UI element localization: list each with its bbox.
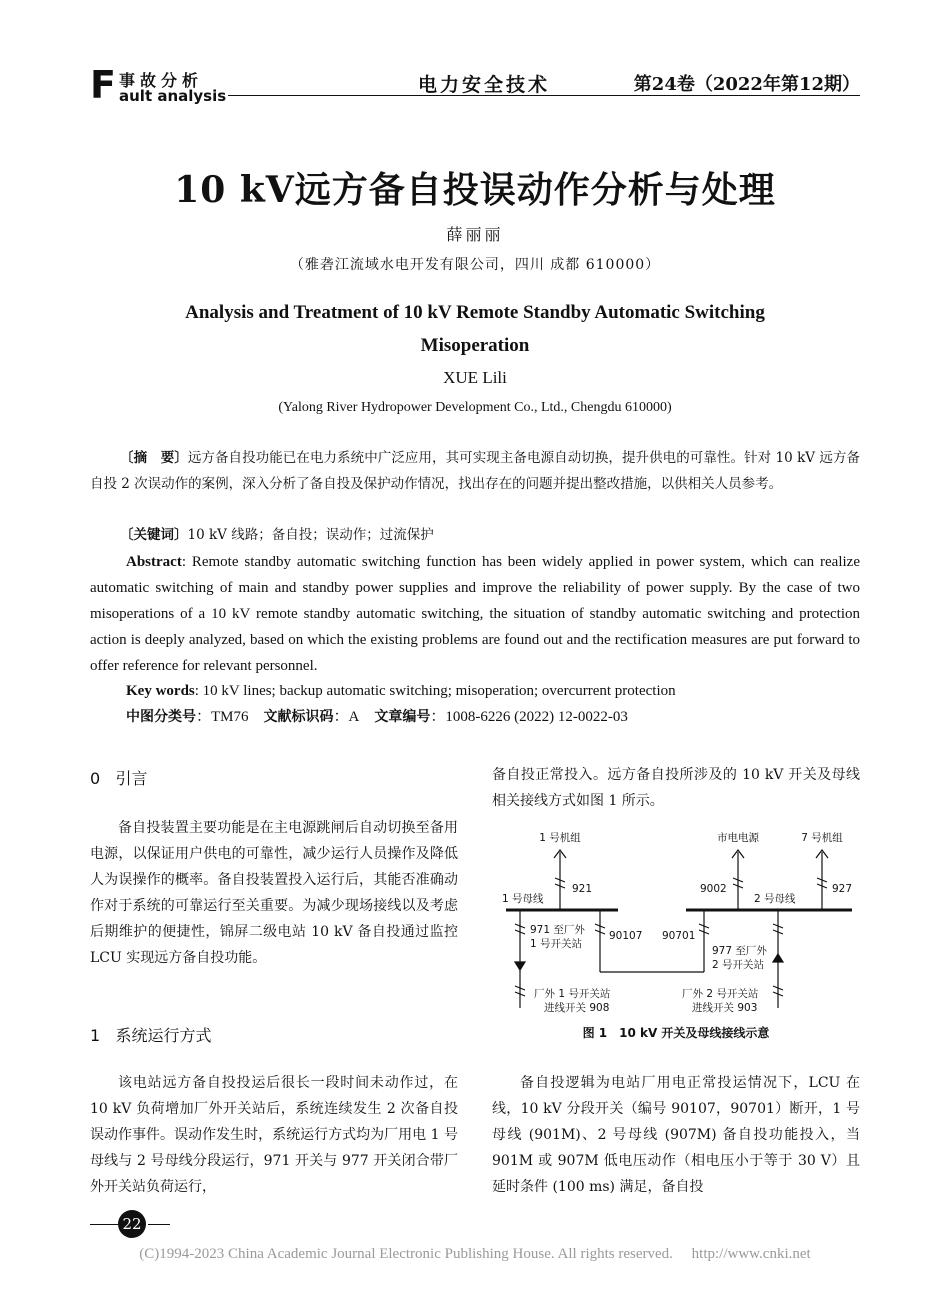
clc-value: ：TM76	[196, 709, 249, 725]
label-city: 市电电源	[717, 832, 759, 844]
abstract-en	[90, 549, 860, 679]
abstract-cn-label: 〔摘 要〕	[120, 450, 188, 466]
label-90701: 90701	[662, 930, 696, 942]
label-bus1: 1 号母线	[502, 893, 544, 905]
label-90107: 90107	[609, 930, 643, 942]
right-column-bottom-paragraph: 备自投逻辑为电站厂用电正常投运情况下，LCU 在线，10 kV 分段开关（编号 90107，90701）断开，1 号母线 (901M)、2 号母线 (907M) 备自投功能投入，当 901M 或 907M 低电压动作（相电压小于等于 30 V）且延时条件 (100 ms) 满足，备自投	[492, 1075, 860, 1195]
label-unit1: 1 号机组	[539, 832, 581, 844]
section-0-title: 引言	[115, 769, 148, 788]
label-921: 921	[572, 883, 593, 895]
article-no-label: 文章编号	[374, 709, 431, 725]
label-station2-a: 厂外 2 号开关站	[682, 988, 759, 1000]
label-971-b: 1 号开关站	[530, 938, 583, 950]
copyright-line: (C)1994-2023 China Academic Journal Electronic Publishing House. All rights reserved. http://www.cnki.net	[139, 1246, 811, 1262]
label-927: 927	[832, 883, 853, 895]
affiliation: （雅砻江流域水电开发有限公司，四川 成都 610000）	[289, 257, 661, 273]
journal-name: 电力安全技术	[418, 74, 551, 96]
keywords-en-text: : 10 kV lines; backup automatic switching; misoperation; overcurrent protection	[194, 683, 676, 699]
label-971-a: 971 至厂外	[530, 924, 585, 936]
label-9002: 9002	[700, 883, 727, 895]
author: 薛丽丽	[446, 225, 504, 244]
figure-caption: 图 1 10 kV 开关及母线接线示意	[582, 1026, 770, 1040]
label-unit7: 7 号机组	[801, 832, 843, 844]
section-label-en: ault analysis	[119, 87, 227, 105]
label-977-b: 2 号开关站	[712, 959, 765, 971]
paper-title-en-line2: Misoperation	[420, 335, 530, 356]
classification-line	[90, 704, 860, 730]
paper-title-en-line1: Analysis and Treatment of 10 kV Remote Standby Automatic Switching	[185, 302, 765, 323]
abstract-cn-text: 远方备自投功能已在电力系统中广泛应用，其可实现主备电源自动切换，提升供电的可靠性。针对 10 kV 远方备自投 2 次误动作的案例，深入分析了备自投及保护动作情况，找出存在的问题并提出整改措施，以供相关人员参考。	[90, 450, 861, 492]
affiliation-en: (Yalong River Hydropower Development Co., Ltd., Chengdu 610000)	[278, 400, 672, 415]
label-bus2: 2 号母线	[754, 893, 796, 905]
issue-info: 第24卷（2022年第12期）	[633, 74, 860, 95]
header-rule	[228, 95, 860, 96]
section-0-paragraph: 备自投装置主要功能是在主电源跳闸后自动切换至备用电源，以保证用户供电的可靠性，减少运行人员操作及降低人为误操作的概率。备自投装置投入运行后，其能否准确动作对于系统的可靠运行至关重要。为减少现场接线以及考虑后期维护的便捷性，锦屏二级电站 10 kV 备自投通过监控 LCU 实现远方备自投功能。	[90, 820, 458, 966]
feeder-977-arrow	[773, 954, 783, 962]
section-1-title: 系统运行方式	[115, 1026, 212, 1045]
feeder-971-arrow	[515, 962, 525, 970]
section-1-paragraph: 该电站远方备自投投运后很长一段时间未动作过，在 10 kV 负荷增加厂外开关站后，系统连续发生 2 次备自投误动作事件。误动作发生时，系统运行方式均为厂用电 1 号母线与 2 号母线分段运行，971 开关与 977 开关闭合带厂外开关站负荷运行，	[90, 1075, 458, 1195]
label-977-a: 977 至厂外	[712, 945, 767, 957]
right-column-top-paragraph: 备自投正常投入。远方备自投所涉及的 10 kV 开关及母线相关接线方式如图 1 所示。	[492, 767, 860, 809]
doc-code-label: 文献标识码	[263, 709, 334, 725]
keywords-cn	[90, 522, 860, 548]
wiring-diagram	[492, 822, 860, 1022]
doc-code-value: ：A	[333, 709, 360, 725]
article-no-value: ：1008-6226 (2022) 12-0022-03	[430, 709, 628, 725]
keywords-cn-label: 〔关键词〕	[120, 527, 188, 543]
paper-title: 10 kV远方备自投误动作分析与处理	[174, 169, 776, 211]
section-1-heading	[90, 1023, 211, 1046]
keywords-en	[90, 678, 860, 704]
abstract-en-text: : Remote standby automatic switching function has been widely applied in power system, which can realize automatic switching of main and standby power supplies and improve the reliability of power supply. By the case of two misoperations of a 10 kV remote standby automatic switching, the situation of standby automatic switching and protection action is deeply analyzed, based on which the existing problems are found out and the rectification measures are put forward to offer reference for relevant personnel.	[90, 554, 860, 674]
abstract-en-label: Abstract	[126, 554, 182, 570]
section-0-number: 0	[90, 769, 101, 788]
author-en: XUE Lili	[443, 368, 507, 387]
page-number-rule-left	[90, 1224, 118, 1225]
label-station2-b: 进线开关 903	[692, 1002, 758, 1014]
clc-label: 中图分类号	[126, 709, 196, 725]
section-1-number: 1	[90, 1026, 101, 1045]
page-number: 22	[118, 1210, 146, 1238]
section-label-cn: 事故分析	[119, 71, 204, 90]
logo-letter: F	[90, 63, 116, 107]
abstract-cn	[90, 445, 860, 497]
keywords-cn-text: 10 kV 线路；备自投；误动作；过流保护	[187, 527, 434, 543]
label-station1-b: 进线开关 908	[544, 1002, 610, 1014]
section-0-heading	[90, 766, 147, 789]
keywords-en-label: Key words	[126, 683, 195, 699]
page-number-rule-right	[148, 1224, 170, 1225]
label-station1-a: 厂外 1 号开关站	[534, 988, 611, 1000]
